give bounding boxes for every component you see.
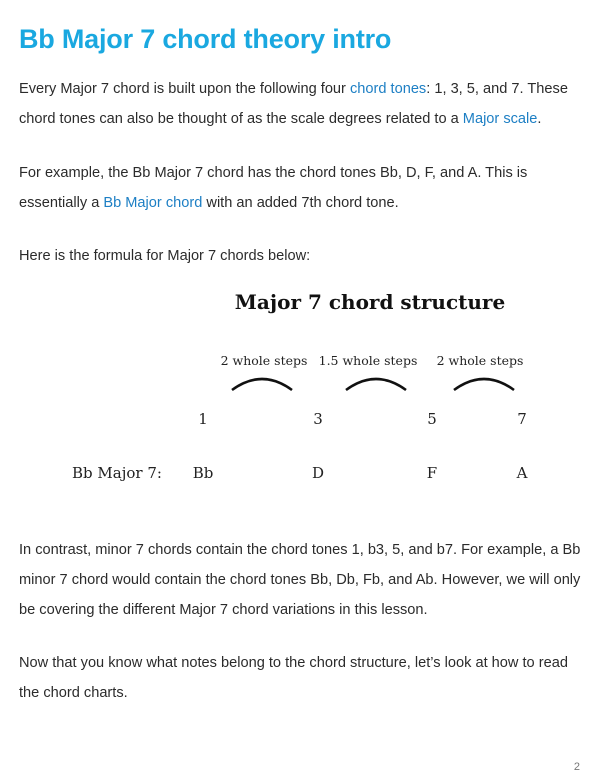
note-third: D xyxy=(311,464,325,482)
interval-arc-3 xyxy=(452,374,516,394)
page-number: 2 xyxy=(573,761,580,773)
degree-3: 3 xyxy=(313,410,323,428)
minor-7-paragraph: In contrast, minor 7 chords contain the chord tones 1, b3, 5, and b7. For example, a Bb minor 7 chord would contain the chord tones Bb, Db, Fb, and Ab. However, we will only be covering the different Major 7 chord variations in this lesson. xyxy=(19,542,581,618)
step-label-1: 2 whole steps xyxy=(220,353,308,368)
closing-paragraph: Now that you know what notes belong to the chord structure, let’s look at how to read the chord charts. xyxy=(19,655,568,701)
chord-tones-link[interactable]: chord tones xyxy=(349,81,427,97)
note-fifth: F xyxy=(426,464,438,482)
degree-7: 7 xyxy=(517,410,527,428)
note-seventh: A xyxy=(516,464,528,482)
chord-structure-diagram xyxy=(0,280,600,500)
step-label-3: 2 whole steps xyxy=(436,353,524,368)
interval-arc-1 xyxy=(230,374,294,394)
bb-major-chord-link[interactable]: Bb Major chord xyxy=(103,195,203,211)
formula-intro: Here is the formula for Major 7 chords below: xyxy=(19,248,311,264)
intro-paragraph: Every Major 7 chord is built upon the following four chord tones: 1, 3, 5, and 7. These chord tones can also be thought of as the scale degrees related to a Major scale. xyxy=(19,81,568,127)
chord-row-label: Bb Major 7: xyxy=(72,464,162,482)
note-root: Bb xyxy=(192,464,214,482)
diagram-title: Major 7 chord structure xyxy=(234,290,506,314)
interval-arc-2 xyxy=(344,374,408,394)
example-paragraph: For example, the Bb Major 7 chord has the chord tones Bb, D, F, and A. This is essentially a Bb Major chord with an added 7th chord tone. xyxy=(19,165,528,211)
major-scale-link[interactable]: Major scale xyxy=(462,111,538,127)
page-title: Bb Major 7 chord theory intro xyxy=(19,24,392,54)
degree-1: 1 xyxy=(198,410,208,428)
degree-5: 5 xyxy=(427,410,437,428)
step-label-2: 1.5 whole steps xyxy=(318,353,418,368)
